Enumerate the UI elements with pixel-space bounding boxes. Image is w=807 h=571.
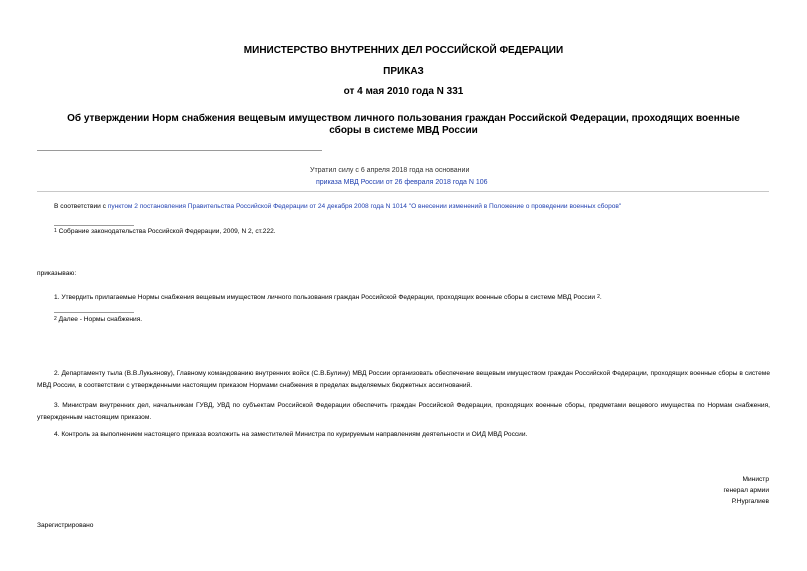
registered-label: Зарегистрировано [37, 522, 94, 529]
item-2: 2. Департаменту тыла (В.В.Лукьянову), Главному командованию внутренних войск (С.В.Булину) МВД России организовать обеспечение вещевым имуществом граждан Российской Федерации, проходящих военные сборы в системе МВД России, в соответствии с утвержденными настоящим приказом Нормами снабжения в пределах выделяемых бюджетных ассигнований. [37, 370, 770, 389]
document-title: Об утверждении Норм снабжения вещевым имуществом личного пользования граждан Российской Федерации, проходящих военные сборы в системе МВД России [67, 113, 740, 136]
item-3: 3. Министрам внутренних дел, начальникам ГУВД, УВД по субъектам Российской Федерации обеспечить граждан Российской Федерации, проходящих военные сборы, предметами вещевого имущества по Нормам снабжения, утвержденным настоящим приказом. [37, 402, 770, 421]
preamble-link[interactable]: пунктом 2 постановления Правительства Российской Федерации от 24 декабря 2008 года N 1014 "О внесении изменений в Положение о проведении военных сборов" [107, 203, 622, 210]
preamble-line [54, 203, 621, 210]
signature-rank: генерал армии [723, 487, 769, 494]
footnote-1-marker: 1 [54, 228, 57, 234]
lost-force-note: Утратил силу с 6 апреля 2018 года на основании [310, 167, 470, 174]
item-1-text: 1. Утвердить прилагаемые Нормы снабжения вещевым имуществом личного пользования граждан Российской Федерации, проходящих военные сборы в системе МВД России [54, 294, 596, 301]
footnote-1-text: Собрание законодательства Российской Федерации, 2009, N 2, ст.222. [58, 228, 276, 235]
item-1: 1. Утвердить прилагаемые Нормы снабжения вещевым имуществом личного пользования граждан Российской Федерации, проходящих военные сборы в системе МВД России $^2$. [54, 294, 602, 301]
footnote-divider [54, 225, 134, 226]
footnote-2-text: Далее - Нормы снабжения. [58, 316, 143, 323]
footnote-2-marker: 2 [54, 316, 57, 322]
footnote-1 [54, 228, 276, 235]
signature-block [724, 474, 769, 507]
signature-position: Министр [742, 476, 769, 483]
status-divider [37, 191, 769, 192]
order-word: приказываю: [37, 270, 77, 277]
ministry-heading: МИНИСТЕРСТВО ВНУТРЕННИХ ДЕЛ РОССИЙСКОЙ ФЕДЕРАЦИИ [243, 45, 564, 56]
basis-link[interactable]: приказа МВД России от 26 февраля 2018 года N 106 [316, 179, 488, 186]
footnote-2 [54, 316, 142, 323]
item-4: 4. Контроль за выполнением настоящего приказа возложить на заместителей Министра по курируемым направлениям деятельности и ОИД МВД России. [54, 431, 528, 438]
title-divider [37, 150, 322, 151]
preamble-prefix: В соответствии с [54, 203, 106, 210]
signature-name: Р.Нургалиев [731, 498, 769, 505]
doc-type-heading: ПРИКАЗ [383, 66, 424, 77]
footnote-2-divider [54, 312, 134, 313]
item-1-marker: 2 [597, 294, 600, 300]
date-number-heading: от 4 мая 2010 года N 331 [343, 86, 464, 97]
